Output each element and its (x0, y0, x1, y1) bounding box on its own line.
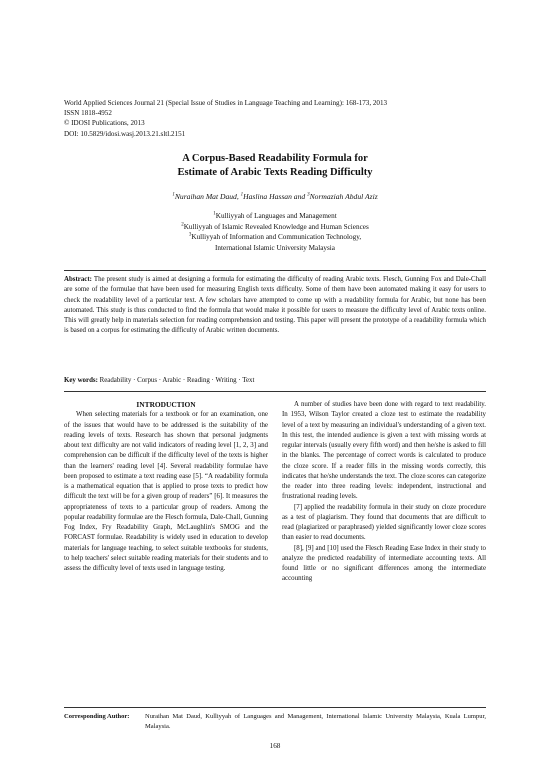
affiliation-3-text: Kulliyyah of Information and Communication Technology, (191, 233, 362, 242)
left-column (64, 400, 268, 574)
affiliation-3 (64, 232, 486, 243)
doi: DOI: 10.5829/idosi.wasj.2013.21.sltl.2151 (64, 129, 186, 138)
abstract-text: The present study is aimed at designing a formula for estimating the difficulty of reading Arabic texts. Flesch, Gunning Fox and Dale-Chall are some of the formulae that have been used for measuring English texts difficulty. Some of them have been automated making it easy for users to check the readability level of a particular text. A few scholars have attempted to come up with a readability formula for Arabic, but none has been automated. This study is thus conducted to find the formula that would make it possible for users to measure the difficulty level of Arabic texts online. This will greatly help in materials selection for reading comprehension and testing. This paper will present the prototype of a readability formula which is based on a corpus for estimating the difficulty of Arabic written documents. (64, 276, 486, 335)
paper-title (64, 152, 486, 180)
author-2: Haslina Hassan and (243, 192, 308, 201)
keywords-label: Key words: (64, 377, 98, 384)
affiliation-2 (64, 222, 486, 233)
right-paragraph-2: [7] applied the readability formula in their study on cloze procedure as a test of plagiarism. They found that documents that are difficult to read (plagiarized or paraphrased) yielded significantly lower cloze scores than easier to read documents. (282, 503, 486, 542)
footer-rule (64, 707, 486, 708)
keywords-bottom-rule (64, 391, 486, 392)
affiliation-1-text: Kulliyyah of Languages and Management (215, 212, 337, 220)
author-1: Nuraihan Mat Daud, (174, 192, 239, 201)
affiliation-1 (64, 211, 486, 222)
journal-citation: World Applied Sciences Journal 21 (Special Issue of Studies in Language Teaching and Learning): 168-173, 2013 (64, 99, 388, 107)
affiliation-4 (64, 243, 486, 254)
author-3-sup: 3 (307, 192, 310, 198)
abstract (64, 275, 486, 337)
page-number: 168 (269, 742, 281, 750)
author-list (64, 192, 486, 201)
intro-paragraph-1: When selecting materials for a textbook or for an examination, one of the issues that would have to be addressed is the suitability of the reading levels of texts. Research has shown that personal judgments about text difficulty are not valid indicators of reading level [1, 2, 3] and comprehension can be difficult if the difficulty level of the texts is higher than the learners' reading level [4]. Several readability formulae have been proposed to estimate a text reading ease [5]. “A readability formula is a mathematical equation that is applied to prose texts to predict how difficult the text will be for a given group of readers” [6]. It measures the appropriateness of texts to a particular group of readers. Among the popular readability formulae are the Flesch formula, Dale-Chall, Gunning Fog Index, Fry Readability Graph, McLaughlin's SMOG and the FORCAST formulae. Readability is widely used in education to develop materials for language teaching, to select suitable textbooks for students, to help teachers' select suitable reading materials for their students and to assess the difficulty level of texts used in language testing. (64, 411, 268, 572)
author-2-sup: 1 (240, 192, 244, 198)
title-line-1: A Corpus-Based Readability Formula for (182, 153, 368, 164)
keywords (64, 377, 486, 384)
affiliations (64, 211, 486, 253)
issn: ISSN 1818-4952 (64, 109, 112, 118)
right-paragraph-3: [8], [9] and [10] used the Flesch Reading Ease Index in their study to analyze the predicted readability of intermediate accounting texts. All found little or no significant differences among the intermediate accounting (282, 544, 486, 583)
author-1-sup: 1 (172, 192, 175, 198)
author-3: Normaziah Abdul Aziz (309, 192, 378, 201)
abstract-label: Abstract: (64, 276, 92, 283)
affiliation-2-sup: 2 (181, 222, 184, 228)
affiliation-3-sup: 3 (188, 232, 192, 238)
affiliation-2-text: Kulliyyah of Islamic Revealed Knowledge and Human Sciences (183, 222, 369, 231)
corresponding-author-label: Corresponding Author: (64, 713, 130, 720)
section-heading-introduction: INTRODUCTION (136, 400, 196, 409)
corresponding-author-text: Nuraihan Mat Daud, Kulliyyah of Languages and Management, International Islamic University Malaysia, Kuala Lumpur, Malaysia. (145, 713, 486, 730)
affiliation-4-text: International Islamic University Malaysia (215, 243, 335, 252)
title-line-2: Estimate of Arabic Texts Reading Difficulty (177, 167, 373, 178)
abstract-top-rule (64, 270, 486, 271)
copyright: © IDOSI Publications, 2013 (64, 119, 145, 128)
keywords-text: Readability · Corpus · Arabic · Reading · Writing · Text (99, 377, 255, 384)
affiliation-1-sup: 1 (213, 211, 216, 217)
right-column (282, 400, 486, 585)
right-paragraph-1: A number of studies have been done with regard to text readability. In 1953, Wilson Taylor created a cloze test to estimate the readability level of a text by measuring an individual's understanding of a given text. In this test, the intended audience is given a text with missing words at regular intervals (usually every fifth word) and then he/she is asked to fill in the blanks. The percentage of correct words is calculated to produce the cloze score. If a reader fills in the missing words correctly, this indicates that he/she understands the text. The cloze scores can categorize the reader into three reading levels: independent, instructional and frustrational reading levels. (282, 401, 486, 501)
journal-header (64, 98, 494, 139)
